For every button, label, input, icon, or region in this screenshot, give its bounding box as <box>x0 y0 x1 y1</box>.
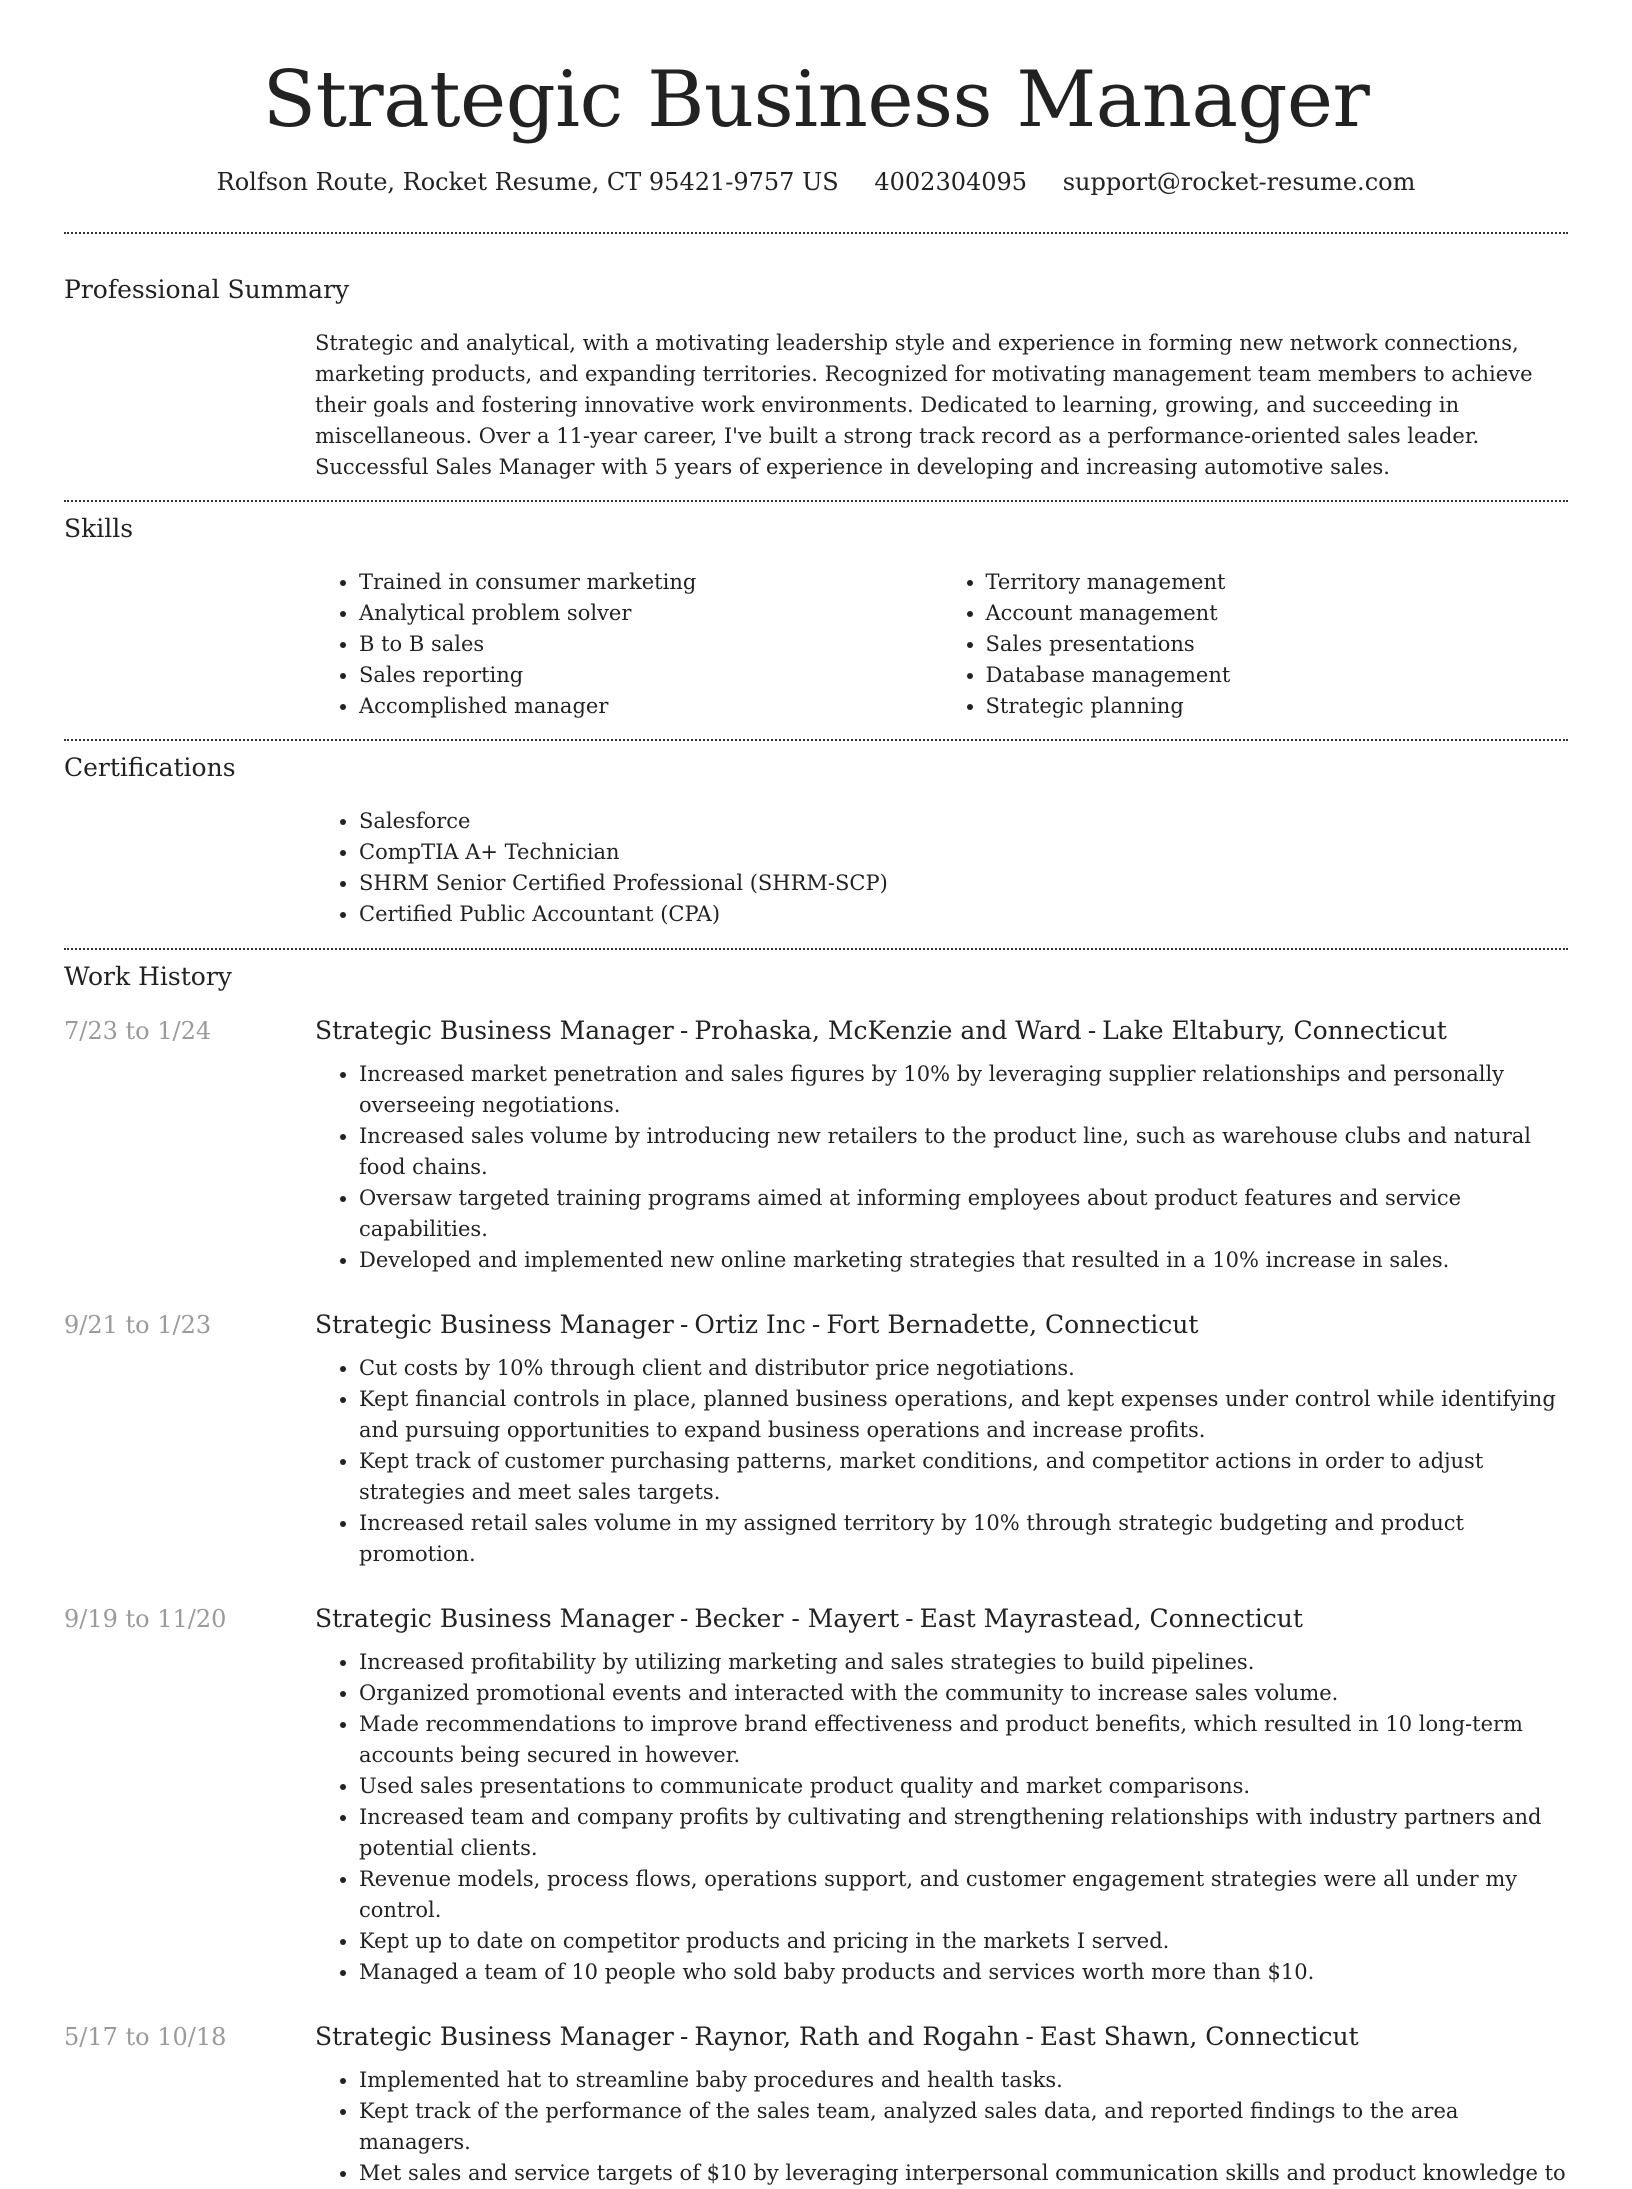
job-role: Strategic Business Manager <box>315 1604 674 1633</box>
job-bullet: • Oversaw targeted training programs aimed at informing employees about product features and service capabilities. <box>359 1183 1568 1245</box>
skills-list-left <box>315 567 942 722</box>
job-dates: 9/21 to 1/23 <box>64 1311 212 1339</box>
job-bullet: • Cut costs by 10% through client and distributor price negotiations. <box>359 1353 1568 1384</box>
certification-item: • CompTIA A+ Technician <box>359 837 1568 868</box>
job-bullet: • Kept financial controls in place, planned business operations, and kept expenses under control while identifying and pursuing opportunities to expand business operations and increase profits. <box>359 1384 1568 1446</box>
skills-section <box>64 513 1568 722</box>
contact-email: support@rocket-resume.com <box>1062 168 1416 196</box>
job-bullet: • Met sales and service targets of $10 by leveraging interpersonal communication skills and product knowledge to <box>359 2158 1568 2189</box>
job-role: Strategic Business Manager <box>315 1016 674 1045</box>
job-bullet: • Increased market penetration and sales figures by 10% by leveraging supplier relationships and personally overseeing negotiations. <box>359 1059 1568 1121</box>
job-entry <box>64 1603 1568 1988</box>
job-dates: 7/23 to 1/24 <box>64 1017 212 1045</box>
job-title: Strategic Business Manager - Prohaska, McKenzie and Ward - Lake Eltabury, Connecticut <box>315 1016 1447 1045</box>
job-bullet: • Implemented hat to streamline baby procedures and health tasks. <box>359 2065 1568 2096</box>
skills-heading: Skills <box>64 514 134 543</box>
skill-item: • Sales reporting <box>359 660 942 691</box>
job-bullet: • Organized promotional events and interacted with the community to increase sales volume. <box>359 1678 1568 1709</box>
skill-item: • Sales presentations <box>986 629 1569 660</box>
job-role: Strategic Business Manager <box>315 2022 674 2051</box>
job-title: Strategic Business Manager - Raynor, Rath and Rogahn - East Shawn, Connecticut <box>315 2022 1359 2051</box>
job-bullet: • Increased profitability by utilizing marketing and sales strategies to build pipelines. <box>359 1647 1568 1678</box>
job-bullet: • Increased retail sales volume in my assigned territory by 10% through strategic budgeting and product promotion. <box>359 1508 1568 1570</box>
job-location: Lake Eltabury, Connecticut <box>1102 1016 1447 1045</box>
skill-item: • B to B sales <box>359 629 942 660</box>
job-entry <box>64 1015 1568 1276</box>
skill-item: • Accomplished manager <box>359 691 942 722</box>
job-company: Raynor, Rath and Rogahn <box>694 2022 1020 2051</box>
job-bullets <box>315 1647 1568 1988</box>
job-location: East Shawn, Connecticut <box>1039 2022 1359 2051</box>
job-bullets <box>315 1353 1568 1570</box>
certification-item: • Certified Public Accountant (CPA) <box>359 899 1568 930</box>
skill-item: • Analytical problem solver <box>359 598 942 629</box>
certifications-heading: Certifications <box>64 753 236 782</box>
resume-page <box>64 0 1568 2189</box>
job-entry <box>64 2021 1568 2189</box>
section-divider <box>64 500 1568 502</box>
skill-item: • Database management <box>986 660 1569 691</box>
skill-item: • Strategic planning <box>986 691 1569 722</box>
job-bullet: • Kept up to date on competitor products and pricing in the markets I served. <box>359 1926 1568 1957</box>
skill-item: • Account management <box>986 598 1569 629</box>
job-dates: 5/17 to 10/18 <box>64 2023 227 2051</box>
skills-list-right <box>942 567 1569 722</box>
contact-line <box>64 166 1568 198</box>
job-role: Strategic Business Manager <box>315 1310 674 1339</box>
job-title: Strategic Business Manager - Ortiz Inc - Fort Bernadette, Connecticut <box>315 1310 1199 1339</box>
job-bullet: • Revenue models, process flows, operations support, and customer engagement strategies were all under my control. <box>359 1864 1568 1926</box>
work-history-heading: Work History <box>64 962 232 991</box>
section-divider <box>64 948 1568 950</box>
summary-text: Strategic and analytical, with a motivating leadership style and experience in forming new network connections, marketing products, and expanding territories. Recognized for motivating management team members to achieve their goals and fostering innovative work environments. Dedicated to learning, growing, and succeeding in miscellaneous. Over a 11-year career, I've built a strong track record as a performance-oriented sales leader. Successful Sales Manager with 5 years of experience in developing and increasing automotive sales. <box>315 331 1533 479</box>
job-dates: 9/19 to 11/20 <box>64 1605 227 1633</box>
job-bullet: • Used sales presentations to communicate product quality and market comparisons. <box>359 1771 1568 1802</box>
job-location: Fort Bernadette, Connecticut <box>826 1310 1199 1339</box>
job-bullets <box>315 2065 1568 2189</box>
certifications-section <box>64 752 1568 930</box>
skill-item: • Trained in consumer marketing <box>359 567 942 598</box>
job-bullet: • Developed and implemented new online marketing strategies that resulted in a 10% increase in sales. <box>359 1245 1568 1276</box>
job-bullets <box>315 1059 1568 1276</box>
work-history-section <box>64 961 1568 2189</box>
job-bullet: • Made recommendations to improve brand effectiveness and product benefits, which resulted in 10 long-term accounts being secured in however. <box>359 1709 1568 1771</box>
contact-address: Rolfson Route, Rocket Resume, CT 95421-9757 US <box>216 168 839 196</box>
job-bullet: • Kept track of customer purchasing patterns, market conditions, and competitor actions in order to adjust strategies and meet sales targets. <box>359 1446 1568 1508</box>
job-bullet: • Increased sales volume by introducing new retailers to the product line, such as warehouse clubs and natural food chains. <box>359 1121 1568 1183</box>
header-divider <box>64 232 1568 234</box>
job-bullet: • Kept track of the performance of the sales team, analyzed sales data, and reported findings to the area managers. <box>359 2096 1568 2158</box>
job-company: Becker - Mayert <box>694 1604 900 1633</box>
job-bullet: • Increased team and company profits by cultivating and strengthening relationships with industry partners and potential clients. <box>359 1802 1568 1864</box>
candidate-name: Strategic Business Manager <box>262 55 1370 145</box>
job-entry <box>64 1309 1568 1570</box>
job-bullet: • Managed a team of 10 people who sold baby products and services worth more than $10. <box>359 1957 1568 1988</box>
summary-heading: Professional Summary <box>64 275 350 304</box>
job-location: East Mayrastead, Connecticut <box>919 1604 1303 1633</box>
job-company: Ortiz Inc <box>694 1310 806 1339</box>
job-company: Prohaska, McKenzie and Ward <box>694 1016 1082 1045</box>
certification-item: • SHRM Senior Certified Professional (SHRM-SCP) <box>359 868 1568 899</box>
job-title: Strategic Business Manager - Becker - Mayert - East Mayrastead, Connecticut <box>315 1604 1303 1633</box>
certifications-list <box>315 806 1568 930</box>
skill-item: • Territory management <box>986 567 1569 598</box>
contact-phone: 4002304095 <box>874 168 1028 196</box>
certification-item: • Salesforce <box>359 806 1568 837</box>
section-divider <box>64 739 1568 741</box>
summary-section <box>64 274 1568 483</box>
